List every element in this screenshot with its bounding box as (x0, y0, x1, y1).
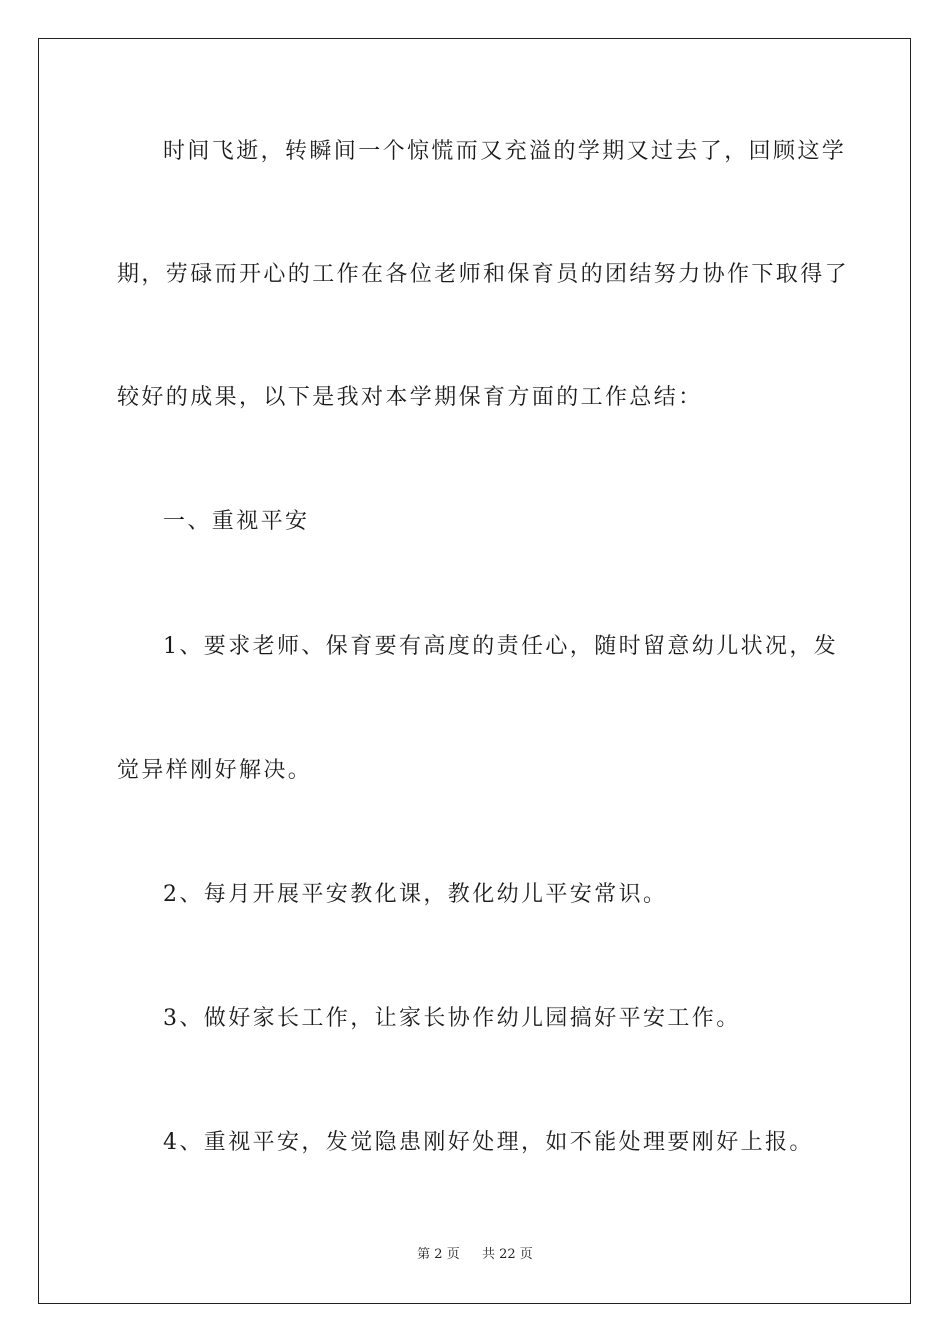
paragraph-line: 4、重视平安，发觉隐患刚好处理，如不能处理要刚好上报。 (163, 1130, 814, 1155)
page-border (38, 38, 911, 1304)
paragraph-line: 较好的成果，以下是我对本学期保育方面的工作总结： (117, 385, 703, 410)
paragraph-line: 觉异样刚好解决。 (117, 758, 313, 783)
paragraph-line: 期，劳碌而开心的工作在各位老师和保育员的团结努力协作下取得了 (117, 262, 850, 287)
page-total: 共 22 页 (482, 1247, 533, 1262)
paragraph-line: 1、要求老师、保育要有高度的责任心，随时留意幼儿状况，发 (163, 634, 839, 659)
page-number: 第 2 页 (417, 1247, 460, 1262)
paragraph-line: 时间飞逝，转瞬间一个惊慌而又充溢的学期又过去了，回顾这学 (163, 139, 847, 164)
page-footer (0, 1246, 950, 1264)
paragraph-line: 2、每月开展平安教化课，教化幼儿平安常识。 (163, 882, 668, 907)
paragraph-line: 3、做好家长工作，让家长协作幼儿园搞好平安工作。 (163, 1006, 741, 1031)
section-heading: 一、重视平安 (163, 509, 310, 534)
